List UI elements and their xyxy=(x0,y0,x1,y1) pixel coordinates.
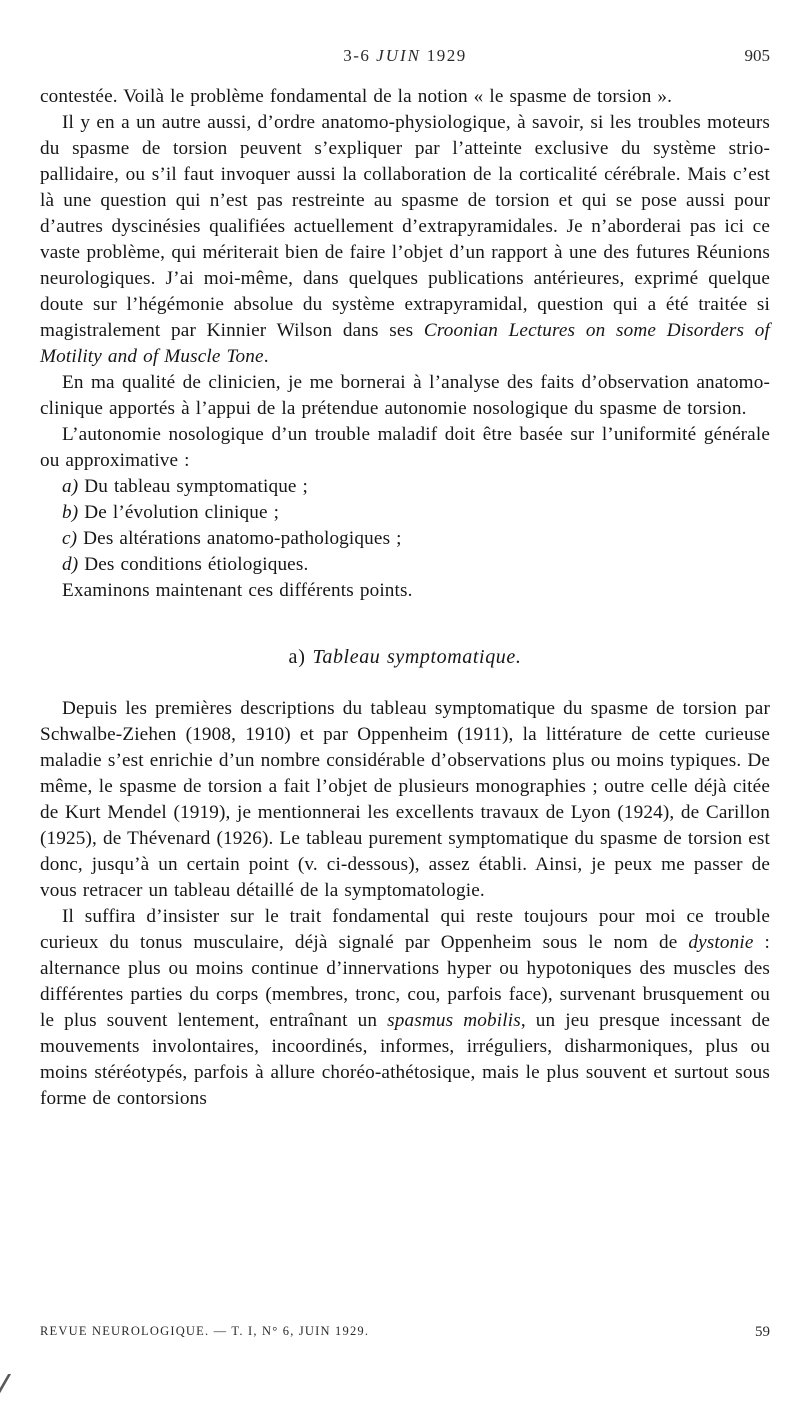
paragraph-text: : alternance plus ou moins continue d’innervations hyper ou hypotoniques des muscles des différentes parties du corps (membres, tronc, cou, parfois face), survenant brusquement ou le plus souvent lentement, entraînant un xyxy=(40,932,770,1031)
header-date-year: 1929 xyxy=(426,46,467,65)
running-header xyxy=(40,46,770,72)
list-item xyxy=(40,552,770,578)
list-item xyxy=(40,526,770,552)
paragraph: En ma qualité de clinicien, je me bornerai à l’analyse des faits d’observation anatomo-clinique apportés à l’appui de la prétendue autonomie nosologique du spasme de torsion. xyxy=(40,372,770,419)
paragraph: Depuis les premières descriptions du tableau symptomatique du spasme de torsion par Schwalbe-Ziehen (1908, 1910) et par Oppenheim (1911), la littérature de cette curieuse maladie s’est enrichie d’un nombre considérable d’observations plus ou moins typiques. De même, le spasme de torsion a fait l’objet de plusieurs monographies ; outre celle déjà citée de Kurt Mendel (1919), je mentionnerai les excellents travaux de Lyon (1924), de Carillon (1925), de Thévenard (1926). Le tableau purement symptomatique du spasme de torsion est donc, jusqu’à un certain point (v. ci-dessous), assez établi. Ainsi, je peux me passer de vous retracer un tableau détaillé de la symptomatologie. xyxy=(40,698,770,901)
list-marker: a) xyxy=(62,476,79,497)
scan-corner-mark xyxy=(0,1374,37,1402)
page-footer xyxy=(40,1324,770,1346)
period: . xyxy=(263,346,269,367)
list-item xyxy=(40,474,770,500)
header-date-month: JUIN xyxy=(376,46,421,65)
paragraph: contestée. Voilà le problème fondamental de la notion « le spasme de torsion ». xyxy=(40,86,673,107)
paragraph xyxy=(40,110,770,370)
paragraph-text: Il y en a un autre aussi, d’ordre anatomo-physiologique, à savoir, si les troubles moteurs du spasme de torsion peuvent s’expliquer par l’atteinte exclusive du système strio-pallidaire, ou s’il faut invoquer aussi la collaboration de la corticalité cérébrale. Mais c’est là une question qui n’est pas restreinte au spasme de torsion et qui se pose aussi pour d’autres dyscinésies qualifiées actuellement d’extrapyramidales. Je n’aborderai pas ici ce vaste problème, qui mériterait bien de faire l’objet d’un rapport à une des futures Réunions neurologiques. J’ai moi-même, dans quelques publications antérieures, exprimé quelque doute sur l’hégémonie absolue du système extrapyramidal, question qui a été traitée si magistralement par Kinnier Wilson dans ses xyxy=(40,112,770,341)
header-date-prefix: 3-6 xyxy=(343,46,371,65)
header-date xyxy=(40,46,770,66)
closing-sentence: Examinons maintenant ces différents points. xyxy=(62,580,413,601)
section-marker: a) xyxy=(288,646,306,668)
list-marker: b) xyxy=(62,502,79,523)
list-item-text: De l’évolution clinique ; xyxy=(84,502,280,523)
list-marker: d) xyxy=(62,554,79,575)
paragraph-text: , un jeu presque incessant de mouvements involontaires, incoordinés, informes, irréguliers, disharmoniques, plus ou moins stéréotypés, parfois à allure choréo-athétosique, mais le plus souvent et surtout sous forme de contorsions xyxy=(40,1010,771,1109)
paragraph xyxy=(40,904,770,1112)
body-text xyxy=(40,84,770,1112)
list-marker: c) xyxy=(62,528,78,549)
criteria-list xyxy=(40,474,770,578)
italic-term: dystonie xyxy=(688,932,754,953)
page-number: 905 xyxy=(744,46,770,65)
italic-title: Croonian Lectures on some Disorders of Motility and of Muscle Tone xyxy=(40,320,770,367)
list-item-text: Des conditions étiologiques. xyxy=(84,554,309,575)
list-item xyxy=(40,500,770,526)
section-heading xyxy=(40,644,770,670)
italic-term: spasmus mobilis xyxy=(387,1010,521,1031)
document-page xyxy=(40,0,770,1402)
list-item-text: Du tableau symptomatique ; xyxy=(84,476,309,497)
paragraph-text: Il suffira d’insister sur le trait fondamental qui reste toujours pour moi ce trouble curieux du tonus musculaire, déjà signalé par Oppenheim sous le nom de xyxy=(40,906,770,953)
journal-reference: REVUE NEUROLOGIQUE. — T. I, N° 6, JUIN 1929. xyxy=(40,1324,370,1338)
section-title: Tableau symptomatique. xyxy=(312,646,522,668)
list-item-text: Des altérations anatomo-pathologiques ; xyxy=(83,528,402,549)
signature-number: 59 xyxy=(755,1324,770,1340)
paragraph: L’autonomie nosologique d’un trouble maladif doit être basée sur l’uniformité générale ou approximative : xyxy=(40,424,770,471)
